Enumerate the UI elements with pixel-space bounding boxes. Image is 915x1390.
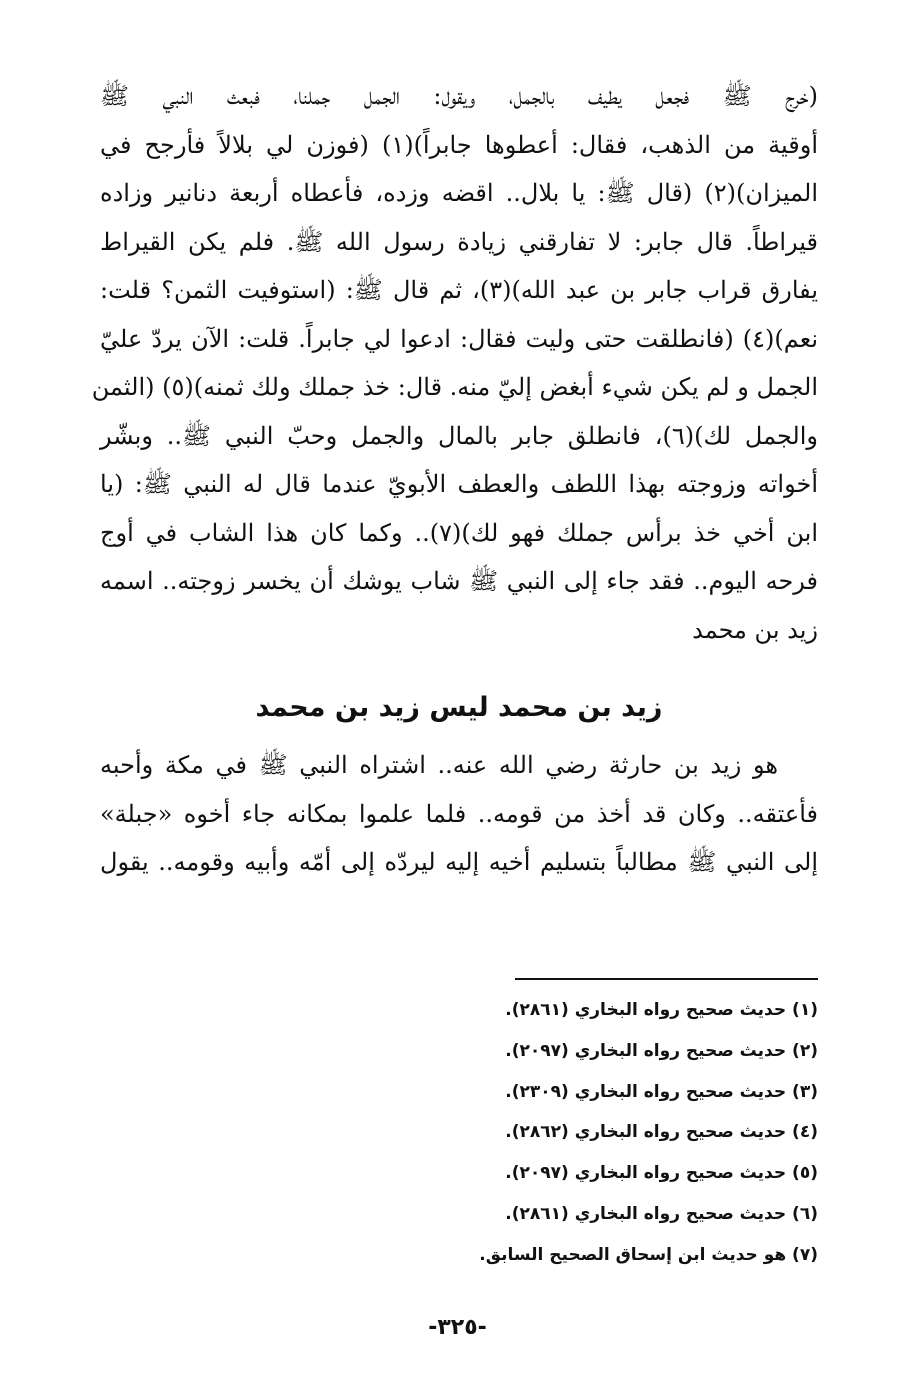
paragraph-line: إلى النبي ﷺ مطالباً بتسليم أخيه إليه ليردّه إلى أمّه وأبيه وقومه.. يقول [100,848,818,876]
paragraph-line: فرحه اليوم.. فقد جاء إلى النبي ﷺ شاب يوشك أن يخسر زوجته.. اسمه [100,567,818,595]
paragraph-line: يفارق قراب جابر بن عبد الله)(٣)، ثم قال ﷺ: (استوفيت الثمن؟ قلت: [100,276,818,304]
paragraph-line: (خرج ﷺ فجعل يطيف بالجمل، ويقول: الجمل جملنا، فبعث النبي ﷺ [100,82,818,110]
paragraph-line: الميزان)(٢) (قال ﷺ: يا بلال.. اقضه وزده، فأعطاه أربعة دنانير وزاده [100,179,818,207]
footnote-item: (٧) هو حديث ابن إسحاق الصحيح السابق. [479,1244,818,1265]
footnote-item: (٣) حديث صحيح رواه البخاري (٢٣٠٩). [505,1081,818,1102]
paragraph-line: والجمل لك)(٦)، فانطلق جابر بالمال والجمل وحبّ النبي ﷺ.. وبشّر [100,421,819,450]
footnote-item: (١) حديث صحيح رواه البخاري (٢٨٦١). [505,1000,818,1020]
footnote-item: (٤) حديث صحيح رواه البخاري (٢٨٦٢). [505,1122,818,1143]
paragraph-1 [91,72,819,654]
paragraph-line: زيد بن محمد [692,615,818,644]
paragraph-2 [100,741,818,887]
paragraph-line: هو زيد بن حارثة رضي الله عنه.. اشتراه النبي ﷺ في مكة وأحبه [100,751,778,779]
paragraph-line: فأعتقه.. وكان قد أخذ من قومه.. فلما علموا بمكانه جاء أخوه «جبلة» [100,799,819,828]
page-body [91,72,819,887]
footnote-item: (٥) حديث صحيح رواه البخاري (٢٠٩٧). [505,1163,818,1184]
footnotes [479,990,818,1276]
section-heading: زيد بن محمد ليس زيد بن محمد [255,692,663,723]
page-number: -٣٢٥- [428,1315,487,1340]
footnote-item: (٦) حديث صحيح رواه البخاري (٢٨٦١). [505,1203,818,1224]
paragraph-line: نعم)(٤) (فانطلقت حتى وليت فقال: ادعوا لي جابراً. قلت: الآن يردّ عليّ [100,324,819,353]
paragraph-line: الجمل و لم يكن شيء أبغض إليّ منه. قال: خذ جملك ولك ثمنه)(٥) (الثمن [91,373,818,401]
paragraph-line: أوقية من الذهب، فقال: أعطوها جابراً)(١) (فوزن لي بلالاً فأرجح في [100,130,818,159]
paragraph-line: ابن أخي خذ برأس جملك فهو لك)(٧).. وكما كان هذا الشاب في أوج [100,518,818,547]
footnote-divider [515,978,818,980]
paragraph-line: قيراطاً. قال جابر: لا تفارقني زيادة رسول الله ﷺ. فلم يكن القيراط [100,227,818,256]
footnote-item: (٢) حديث صحيح رواه البخاري (٢٠٩٧). [505,1040,818,1061]
paragraph-line: أخواته وزوجته بهذا اللطف والعطف الأبويّ عندما قال له النبي ﷺ: (يا [100,470,818,498]
